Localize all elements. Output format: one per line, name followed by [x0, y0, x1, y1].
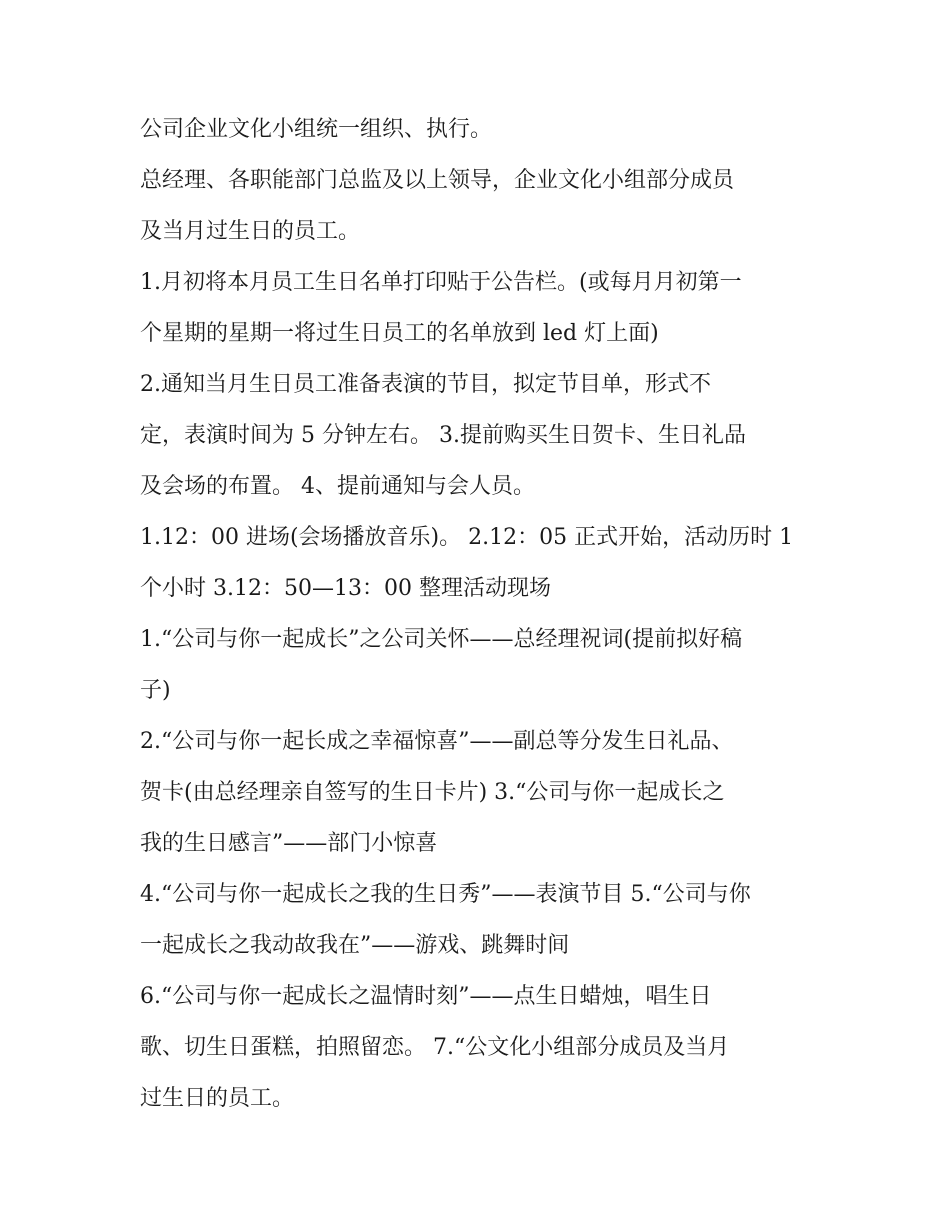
text-line: 6.“公司与你一起成长之温情时刻”——点生日蜡烛，唱生日 — [140, 984, 712, 1009]
text-line: 过生日的员工。 — [140, 1086, 295, 1111]
text-line: 2.通知当月生日员工准备表演的节目，拟定节目单，形式不 — [140, 372, 711, 397]
text-line: 1.“公司与你一起成长”之公司关怀——总经理祝词(提前拟好稿 — [140, 627, 743, 652]
text-line: 4.“公司与你一起成长之我的生日秀”——表演节目 5.“公司与你 — [140, 882, 751, 907]
text-line: 1.月初将本月员工生日名单打印贴于公告栏。(或每月月初第一 — [140, 270, 742, 295]
text-line: 及会场的布置。 4、提前通知与会人员。 — [140, 474, 535, 499]
text-line: 一起成长之我动故我在”——游戏、跳舞时间 — [140, 933, 570, 958]
text-line: 2.“公司与你一起长成之幸福惊喜”——副总等分发生日礼品、 — [140, 729, 734, 754]
text-line: 公司企业文化小组统一组织、执行。 — [140, 117, 493, 142]
text-line: 总经理、各职能部门总监及以上领导，企业文化小组部分成员 — [140, 168, 735, 193]
text-line: 及当月过生日的员工。 — [140, 219, 361, 244]
text-line: 1.12：00 进场(会场播放音乐)。 2.12：05 正式开始，活动历时 1 — [140, 525, 794, 550]
document-body — [140, 104, 820, 1124]
text-line: 贺卡(由总经理亲自签写的生日卡片) 3.“公司与你一起成长之 — [140, 780, 725, 805]
text-line: 个小时 3.12：50—13：00 整理活动现场 — [140, 576, 551, 601]
text-line: 个星期的星期一将过生日员工的名单放到 led 灯上面) — [140, 321, 659, 346]
text-line: 我的生日感言”——部门小惊喜 — [140, 831, 438, 856]
text-line: 歌、切生日蛋糕，拍照留恋。 7.“公文化小组部分成员及当月 — [140, 1035, 730, 1060]
text-line: 子) — [140, 678, 171, 703]
text-line: 定，表演时间为 5 分钟左右。 3.提前购买生日贺卡、生日礼品 — [140, 423, 746, 448]
